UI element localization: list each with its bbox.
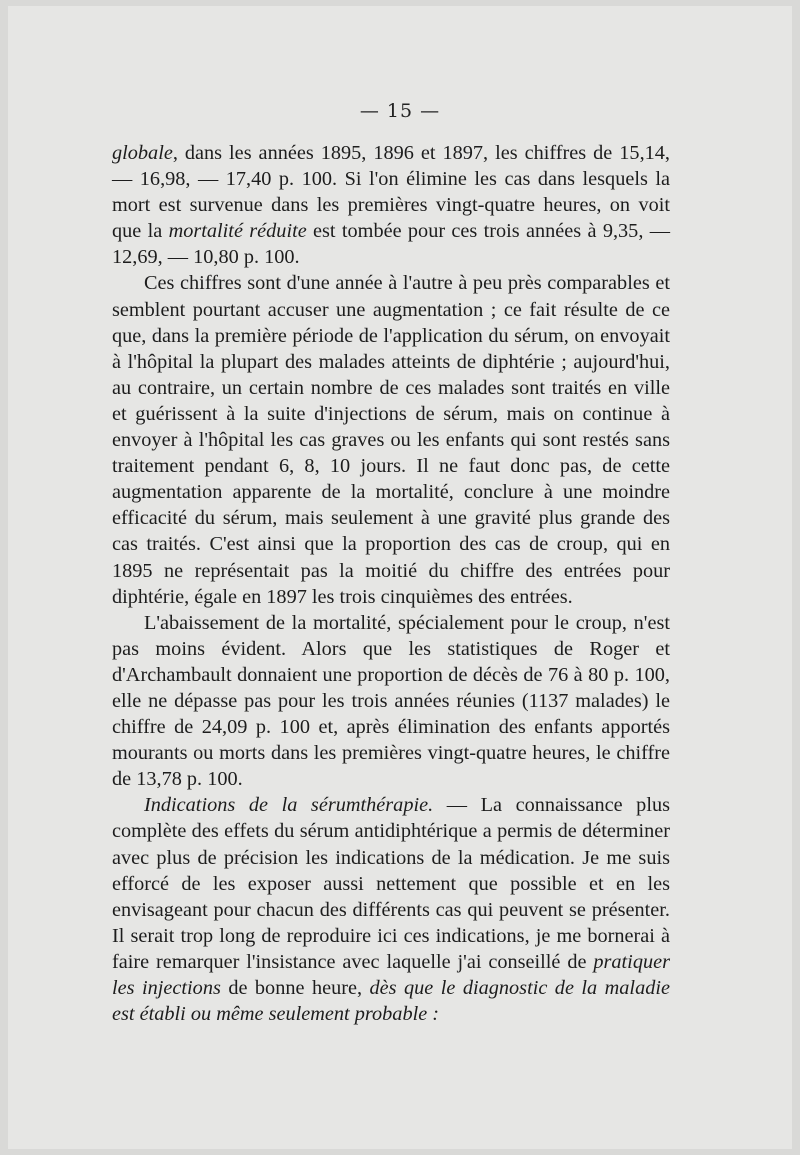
text-run: de bonne heure, bbox=[220, 977, 370, 999]
text-run: est tombée pour ces trois années à 9,35, — 12,69, — 10,80 p. 100. bbox=[112, 220, 671, 269]
text-run: , dans les années 1895, 1896 et 1897, les chiffres de 15,14, — 16,98, — 17,40 p. 100. Si l'on élimine les cas dans lesquels la mort est survenue dans les premières vingt-quatre heures, on voit que la bbox=[112, 142, 670, 243]
italic-text: dès que le diagnostic de la maladie est établi ou même seulement probable : bbox=[112, 977, 670, 1026]
paragraph bbox=[112, 610, 670, 793]
italic-text: pratiquer les injections bbox=[112, 950, 670, 999]
text-run: — La connaissance plus complète des effets du sérum antidiphtérique a permis de déterminer avec plus de précision les indications de la médication. Je me suis efforcé de les exposer aussi nettement que possible et en les envisageant pour chacun des différents cas qui peuvent se présenter. Il serait trop long de reproduire ici ces indications, je me bornerai à faire remarquer l'insistance avec laquelle j'ai conseillé de bbox=[112, 794, 670, 973]
text-run: Ces chiffres sont d'une année à l'autre à peu près comparables et semblent pourtant accuser une augmentation ; ce fait résulte de ce que, dans la première période de l'application du sérum, on envoyait à l'hôpital la plupart des malades atteints de diphtérie ; aujourd'hui, au contraire, un certain nombre de ces malades sont traités en ville et guérissent à la suite d'injections de sérum, mais on continue à envoyer à l'hôpital les cas graves ou les enfants qui sont restés sans traitement pendant 6, 8, 10 jours. Il ne faut donc pas, de cette augmentation apparente de la mortalité, conclure à une moindre efficacité du sérum, mais seulement à une gravité plus grande des cas traités. C'est ainsi que la proportion des cas de croup, qui en 1895 ne représentait pas la moitié du chiffre des entrées pour diphtérie, égale en 1897 les trois cinquièmes des entrées. bbox=[112, 272, 670, 608]
paragraph bbox=[112, 270, 670, 609]
italic-text: Indications de la sérumthérapie. bbox=[144, 794, 434, 817]
body-text bbox=[112, 140, 670, 1027]
paragraph bbox=[112, 140, 670, 270]
italic-text: mortalité réduite bbox=[168, 220, 307, 243]
page-number: — 15 — bbox=[359, 100, 441, 122]
italic-text: globale bbox=[112, 142, 173, 164]
text-run: L'abaissement de la mortalité, spécialement pour le croup, n'est pas moins évident. Alors que les statistiques de Roger et d'Archambault donnaient une proportion de décès de 76 à 80 p. 100, elle ne dépasse pas pour les trois années réunies (1137 malades) le chiffre de 24,09 p. 100 et, après élimination des enfants apportés mourants ou morts dans les premières vingt-quatre heures, le chiffre de 13,78 p. 100. bbox=[112, 611, 670, 791]
paragraph bbox=[112, 792, 670, 1027]
